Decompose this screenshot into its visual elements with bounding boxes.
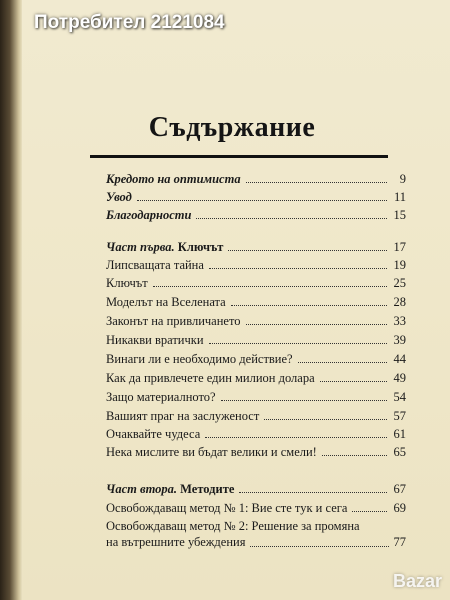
toc-leader-dots	[228, 249, 387, 251]
toc-entry-label-line2: на вътрешните убеждения	[106, 535, 246, 549]
toc-part-heading	[106, 238, 406, 254]
toc-entry	[106, 188, 406, 204]
toc-leader-dots	[250, 545, 388, 547]
toc-entry	[106, 293, 406, 309]
toc-page-number: 11	[393, 190, 406, 204]
toc-page-number: 44	[393, 352, 406, 366]
toc-entry-multiline	[106, 518, 406, 550]
toc-entry-label: Винаги ли е необходимо действие?	[106, 352, 293, 366]
toc-page-number: 67	[393, 482, 406, 496]
toc-entry	[106, 388, 406, 404]
toc-leader-dots	[209, 267, 387, 269]
toc-page-number: 19	[393, 258, 406, 272]
toc-page-number: 69	[393, 501, 406, 515]
toc-leader-dots	[320, 380, 387, 382]
toc-entry-label: Законът на привличането	[106, 314, 241, 328]
user-watermark: Потребител 2121084	[34, 12, 225, 33]
toc-entry-label: Никакви вратички	[106, 333, 204, 347]
toc-leader-dots	[246, 323, 387, 325]
toc-leader-dots	[322, 454, 387, 456]
toc-page-number: 61	[393, 427, 406, 441]
toc-page-number: 77	[393, 535, 406, 549]
toc-leader-dots	[209, 342, 387, 344]
part-prefix: Част първа.	[106, 240, 175, 254]
toc-leader-dots	[153, 285, 387, 287]
toc-entry-label: Нека мислите ви бъдат велики и смели!	[106, 445, 317, 459]
page-title: Съдържание	[148, 112, 316, 143]
toc-entry-label: Кредото на оптимиста	[106, 172, 241, 186]
toc-leader-dots	[205, 436, 387, 438]
toc-entry-label: Липсващата тайна	[106, 258, 204, 272]
toc-entry	[106, 170, 406, 186]
toc-entry-label-line1: Освобождаващ метод № 2: Решение за промяна	[106, 519, 360, 533]
toc-entry-label: Защо материалното?	[106, 390, 216, 404]
toc-entry	[106, 369, 406, 385]
toc-entry-label: Благодарности	[106, 208, 192, 222]
toc-entry	[106, 256, 406, 272]
part-prefix: Част втора.	[106, 482, 178, 496]
toc-leader-dots	[298, 361, 387, 363]
toc-leader-dots	[264, 418, 387, 420]
toc-leader-dots	[352, 510, 387, 512]
part-name: Методите	[180, 482, 235, 496]
toc-page-number: 33	[393, 314, 406, 328]
toc-part-heading	[106, 480, 406, 496]
toc-entry-label	[106, 482, 234, 496]
title-rule	[90, 155, 388, 158]
toc-entry-label: Ключът	[106, 276, 148, 290]
toc-entry-label: Увод	[106, 190, 132, 204]
toc-page-number: 65	[393, 445, 406, 459]
toc-page-number: 39	[393, 333, 406, 347]
toc-entry	[106, 274, 406, 290]
toc-page-number: 57	[393, 409, 406, 423]
toc-entry-label: Освобождаващ метод № 1: Вие сте тук и сега	[106, 501, 348, 515]
toc-leader-dots	[239, 491, 387, 493]
toc-entry-label: Моделът на Вселената	[106, 295, 226, 309]
toc-entry-label: Очаквайте чудеса	[106, 427, 201, 441]
book-spine	[0, 0, 22, 600]
toc-page-number: 15	[393, 208, 406, 222]
toc-entry	[106, 443, 406, 459]
toc-page-number: 28	[393, 295, 406, 309]
toc-leader-dots	[137, 199, 387, 201]
marketplace-logo: Bazar	[392, 571, 442, 591]
toc-entry-label: Как да привлечете един милион долара	[106, 371, 315, 385]
toc-entry	[106, 499, 406, 515]
toc-entry	[106, 407, 406, 423]
book-page	[22, 0, 450, 600]
toc-leader-dots	[221, 399, 387, 401]
toc-leader-dots	[231, 304, 387, 306]
toc-entry	[106, 425, 406, 441]
toc-entry	[106, 206, 406, 222]
part-name: Ключът	[177, 240, 224, 254]
toc-entry-label: Вашият праг на заслуженост	[106, 409, 260, 423]
toc-leader-dots	[196, 217, 387, 219]
toc-page-number: 9	[399, 172, 406, 186]
toc-page-number: 54	[393, 390, 406, 404]
toc-page-number: 25	[393, 276, 406, 290]
toc-page-number: 49	[393, 371, 406, 385]
toc-page-number: 17	[393, 240, 406, 254]
toc-leader-dots	[246, 181, 387, 183]
toc-entry	[106, 312, 406, 328]
toc-entry-line2	[106, 534, 406, 550]
toc-entry	[106, 331, 406, 347]
toc-entry	[106, 350, 406, 366]
toc-entry-label	[106, 240, 223, 254]
